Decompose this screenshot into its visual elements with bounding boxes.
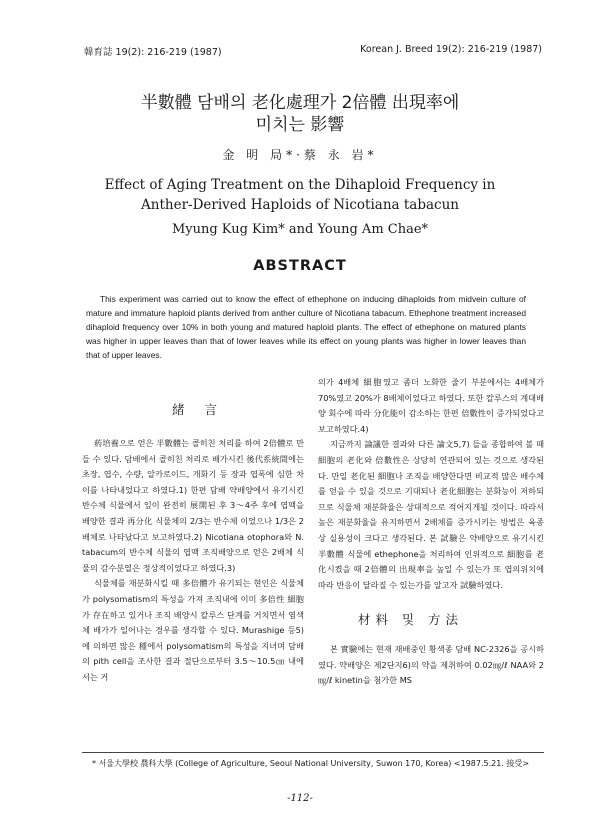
abstract-text: This experiment was carried out to know the effect of ethephone on inducing dihaploids from midvein culture of mature and immature haploid plants derived from anther culture of Nicotiana tabacum. Ethephone treatment increased dihaploid frequency over 10% in both young and matured haploid plants. The effect of ethephone on matured plants was higher in upper leaves than that of lower leaves while its effect on young plants was higher in lower leaves than that of upper leaves.: [86, 294, 526, 360]
affiliation-footnote: * 서울大學校 農科大學 (College of Agriculture, Seoul National University, Suwon 170, Korea) <1987.5.21. 接受>: [92, 759, 530, 768]
right-column: [318, 375, 544, 593]
english-title-line-1: Effect of Aging Treatment on the Dihaploid Frequency in: [104, 177, 496, 193]
intro-paragraph-2: 식물체를 재분화시킬 때 多倍體가 유기되는 현인은 식물체가 polysomatism의 특성을 가져 조직내에 이미 多倍性 細胞가 存在하고 있거나 조직 배양시 칼루스 단계를 거치면서 염색체 배가가 일어나는 경우를 생각할 수 있다. Murashige 등5)에 의하면 많은 種에서 polysomatism의 특성을 지녀며 담배의 pith cell을 조사한 결과 절단으로부터 3.5～10.5㎝ 내에서는 거: [82, 578, 304, 682]
methods-heading: 材料 및 方法: [358, 612, 464, 627]
korean-title-line-2: 미치는 影響: [255, 115, 345, 135]
running-header-right: Korean J. Breed 19(2): 216-219 (1987): [360, 44, 542, 55]
korean-authors: 金 明 局*·蔡 永 岩*: [222, 148, 378, 162]
english-authors: Myung Kug Kim* and Young Am Chae*: [171, 222, 429, 237]
intro-paragraph-1: 葯培養으로 얻은 半數體는 콜히친 처리를 하여 2倍體로 만들 수 있다. 담배에서 콜히친 처리로 배가시킨 後代系統間에는 초장, 엽수, 수량, 알카로이드, 개화기 등 장과 엽폭에 심한 차이를 나타내었다고 하였다.1) 한편 담배 약배양에서 유기시킨 반수체 식물에서 잎이 완전히 展開된 후 3～4주 후에 엽맥을 배양한 결과 再分化 식물체의 2/3는 반수체 이었으나 1/3은 2배체로 나타났다고 보고하였다.2) Nicotiana otophora와 N. tabacum의 반수체 식물의 엽맥 조직배양으로 얻은 2배체 식물의 감수분열은 정상적이었다고 하였다.3): [82, 438, 304, 573]
english-title: [0, 175, 600, 215]
methods-column: [318, 642, 544, 689]
introduction-heading: 緒 言: [172, 402, 225, 417]
abstract-heading: ABSTRACT: [253, 258, 347, 274]
running-header-left: 韓育誌 19(2): 216-219 (1987): [84, 47, 222, 58]
footnote-divider: [82, 752, 544, 753]
intro-paragraph-3: 의가 4배체 細胞였고 좀더 노화한 줄기 부분에서는 4배체가 70%였고 20%가 8배체이었다고 하였다. 또한 칼루스의 계대배양 회수에 따라 分化能이 감소하는 한편 倍數性이 증가되었다고 보고하였다.4): [318, 377, 544, 434]
korean-title-line-1: 半數體 담배의 老化處理가 2倍體 出現率에: [140, 93, 460, 113]
english-title-line-2: Anther-Derived Haploids of Nicotiana tabacun: [141, 197, 459, 213]
left-column: [82, 436, 304, 686]
methods-paragraph-1: 본 實驗에는 현재 재배중인 황색종 담배 NC-2326을 공시하였다. 약배양은 제2단지6)의 약을 제취하여 0.02㎎/ℓ NAA와 2㎎/ℓ kinetin을 첨가한 MS: [318, 644, 544, 686]
page-number: -112-: [287, 793, 313, 804]
intro-paragraph-4: 지금까지 論議한 결과와 다른 論文5,7) 들을 종합하여 볼 때 細胞의 老化와 倍數性은 상당히 연관되어 있는 것으로 생각된다. 만일 老化된 細胞나 조직을 배양한다면 비교적 많은 배수체를 얻을 수 있을 것으로 기대되나 老化細胞는 분화능이 저하되므로 식물체 재분화율은 상대적으로 적어지게될 것이다. 따라서 높은 재분화율을 유지하면서 2배체를 증가시키는 방법은 육종상 실용성이 크다고 생각된다. 본 試驗은 약배양으로 유기시킨 半數體 식물에 ethephone을 처리하여 인위적으로 細胞를 老化시켰을 때 2倍體의 出現率을 높일 수 있는가 또 엽의위치에 따라 반응이 달라질 수 있는가를 알고자 試驗하였다.: [318, 439, 544, 590]
korean-title: [0, 92, 600, 136]
